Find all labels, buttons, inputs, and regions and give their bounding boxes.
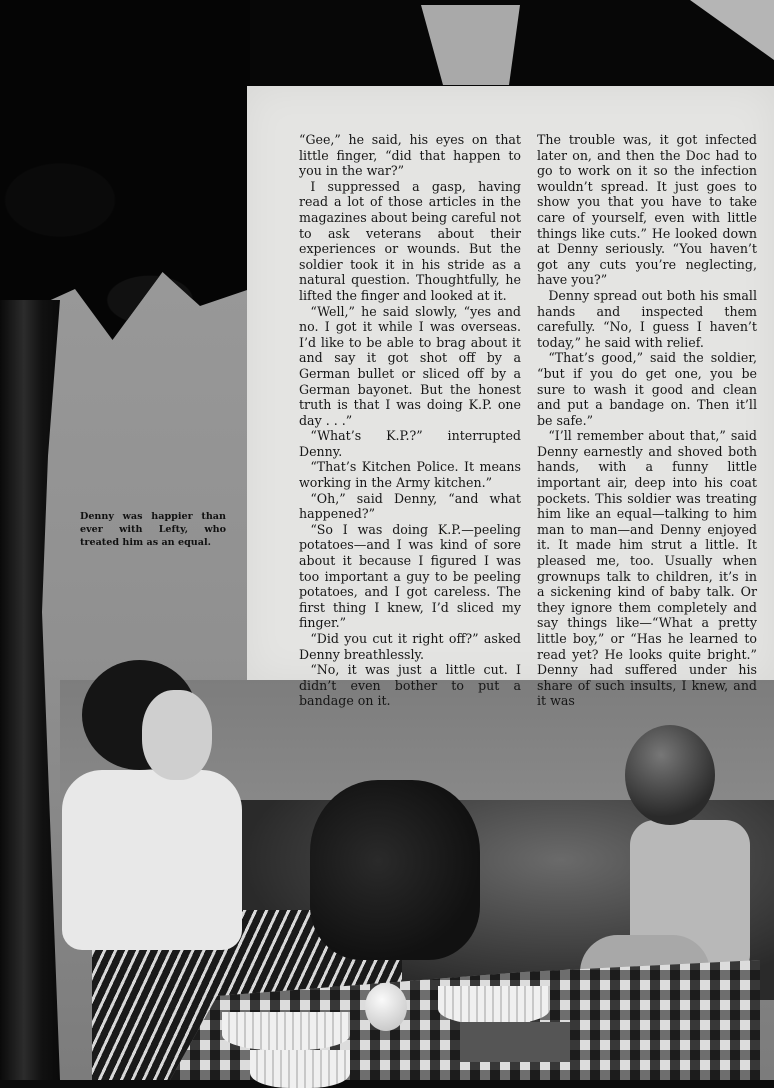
- boy-head: [625, 725, 715, 825]
- paper-bowl: [438, 986, 550, 1024]
- paper-bowl: [222, 1012, 350, 1050]
- article-column-1: [299, 132, 521, 709]
- paragraph: “Gee,” he said, his eyes on that little finger, “did that happen to you in the war?”: [299, 132, 521, 179]
- paragraph: “Did you cut it right off?” asked Denny breathlessly.: [299, 631, 521, 662]
- tree-foliage-left: [0, 0, 250, 340]
- paragraph: “No, it was just a little cut. I didn’t even bother to put a bandage on it.: [299, 662, 521, 709]
- egg: [365, 983, 407, 1031]
- paragraph: Denny spread out both his small hands and inspected them carefully. “No, I guess I haven’t today,” he said with relief.: [537, 287, 757, 350]
- article-text-panel: [247, 86, 774, 709]
- white-blouse: [62, 770, 242, 950]
- paragraph: “I’ll remember about that,” said Denny earnestly and shoved both hands, with a funny little important air, deep into his coat pockets. This soldier was treating him like an equal—talking to him man to man—and Denny enjoyed it. It made him strut a little. It pleased me, too. Usually when grownups talk to children, it’s in a sickening kind of baby talk. Or they ignore them completely and say things like—“What a pretty little boy,” or “Has he learned to read yet? He looks quite bright.” Denny had suffered under his share of such insults, I knew, and it was: [537, 428, 757, 709]
- paragraph: “Oh,” said Denny, “and what happened?”: [299, 490, 521, 522]
- paragraph: I suppressed a gasp, having read a lot of those articles in the magazines about being careful not to ask veterans about their experiences or wounds. But the soldier took it in his stride as a natural question. Thoughtfully, he lifted the finger and looked at it.: [299, 178, 521, 303]
- paragraph: “That’s Kitchen Police. It means working in the Army kitchen.”: [299, 459, 521, 491]
- paragraph: “That’s good,” said the soldier, “but if you do get one, you be sure to wash it good and clean and put a bandage on. Then it’ll be safe.”: [537, 350, 757, 428]
- photo-caption: Denny was happier than ever with Lefty, who treated him as an equal.: [80, 511, 226, 548]
- food-box: [460, 1022, 570, 1062]
- paragraph: “So I was doing K.P.—peeling potatoes—and I was kind of sore about it because I figured I was too important a guy to be peeling potatoes, and I got careless. The first thing I knew, I’d sliced my finger.”: [299, 521, 521, 631]
- scottish-terrier-dog: [310, 780, 480, 960]
- article-column-2: [537, 132, 757, 709]
- paragraph: The trouble was, it got infected later on, and then the Doc had to go to work on it so the infection wouldn’t spread. It just goes to show you that you have to take care of yourself, even with little things like cuts.” He looked down at Denny seriously. “You haven’t got any cuts you’re neglecting, have you?”: [537, 132, 757, 288]
- paragraph: “Well,” he said slowly, “yes and no. I got it while I was overseas. I’d like to be able to brag about it and say it got shot off by a German bullet or sliced off by a German bayonet. But the honest truth is that I was doing K.P. one day . . .”: [299, 303, 521, 428]
- woman-face: [142, 690, 212, 780]
- paragraph: “What’s K.P.?” interrupted Denny.: [299, 428, 521, 459]
- paper-bowl: [250, 1050, 350, 1088]
